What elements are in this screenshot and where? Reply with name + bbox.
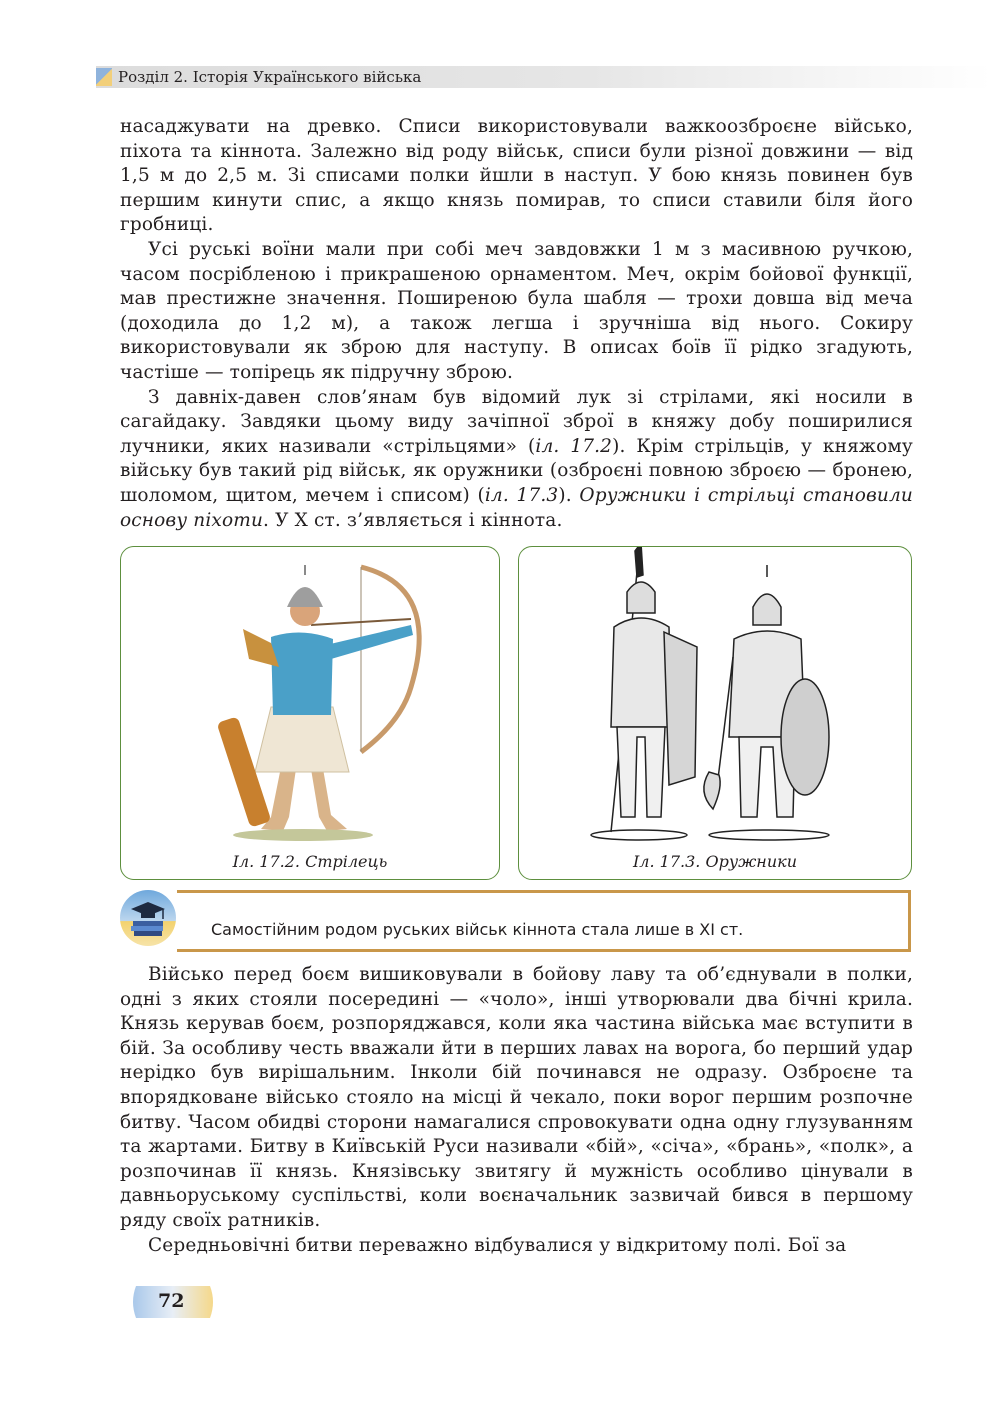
italic-text: іл. 17.3 (484, 484, 559, 506)
paragraph (120, 963, 913, 1234)
figure-archer (120, 546, 500, 880)
running-header (96, 66, 992, 88)
text-run: Середньовічні битви переважно відбувалися у відкритому полі. Бої за (148, 1234, 847, 1256)
paragraph (120, 386, 913, 534)
italic-text: іл. 17.2 (535, 435, 613, 457)
text-run: ). Крім стрільців, у княжому війську був такий рід військ, як оружники (озброєні повною зброєю — бронею, шоломом, щитом, мечем і списом) ( (120, 435, 913, 506)
archer-illustration (121, 547, 499, 847)
note-callout (177, 890, 911, 952)
text-run: Усі руські воїни мали при собі меч завдовжки 1 м з масивною ручкою, часом посрібленою і прикрашеною орнаментом. Меч, окрім бойової функції, мав престижне значення. Поширеною була шабля — трохи довша від меча (доходила до 1,2 м), а також легша і зручніша від нього. Сокиру використовували як зброю для наступу. В описах боїв її рідко згадують, частіше — топірець як підручну зброю. (120, 238, 913, 383)
header-corner-mark (96, 68, 112, 86)
warriors-illustration (519, 547, 911, 847)
italic-text: Оружники і стрільці становили основу піхоти (120, 484, 913, 531)
header-title: Розділ 2. Історія Українського війська (118, 68, 422, 86)
paragraph (120, 1234, 913, 1259)
note-text: Самостійним родом руських військ кіннота стала лише в XI ст. (211, 920, 744, 939)
text-run: З давніх-давен слов’янам був відомий лук зі стрілами, які носили в сагайдаку. Завдяки цьому виду зачіпної зброї в княжу добу поширилися лучники, яких називали «стрільцями» ( (120, 386, 913, 457)
paragraph (120, 238, 913, 386)
text-run: Військо перед боєм вишиковували в бойову лаву та об’єднували в полки, одні з яких стояли посередині — «чоло», інші утворювали два бічні крила. Князь керував боєм, розпоряджався, коли яка частина війська має вступити в бій. За особливу честь вважали йти в перших лавах на ворога, бо перший удар нерідко був вирішальним. Інколи бій починався не одразу. Озброєне та впорядковане військо стояло на місці й чекало, поки ворог першим розпочне битву. Часом обидві сторони намагалися спровокувати одна одну глузуванням та жартами. Битву в Київській Руси називали «бій», «січа», «брань», «полк», а розпочинав її князь. Князівську звитягу й мужність особливо цінували в давньоруському суспільстві, коли воєначальник зазвичай бився в першому ряду своїх ратників. (120, 964, 913, 1231)
text-run: насаджувати на древко. Списи використовували важкоозброєне військо, піхота та кіннота. Залежно від роду військ, списи були різної довжини — від 1,5 м до 2,5 м. Зі списами полки йшли в наступ. У бою князь повинен був першим кинути спис, а якщо князь помирав, то списи ставили біля його гробниці. (120, 116, 913, 236)
body-text-bottom (120, 963, 913, 1258)
figure-caption: Іл. 17.3. Оружники (632, 852, 797, 871)
figure-warriors (518, 546, 912, 880)
body-text-top (120, 115, 913, 533)
figure-caption: Іл. 17.2. Стрілець (232, 852, 388, 871)
knowledge-books-icon (119, 889, 177, 947)
text-run: . У X ст. з’являється і кіннота. (263, 509, 563, 531)
page-number: 72 (158, 1290, 185, 1312)
text-run: ). (558, 484, 580, 506)
paragraph (120, 115, 913, 238)
